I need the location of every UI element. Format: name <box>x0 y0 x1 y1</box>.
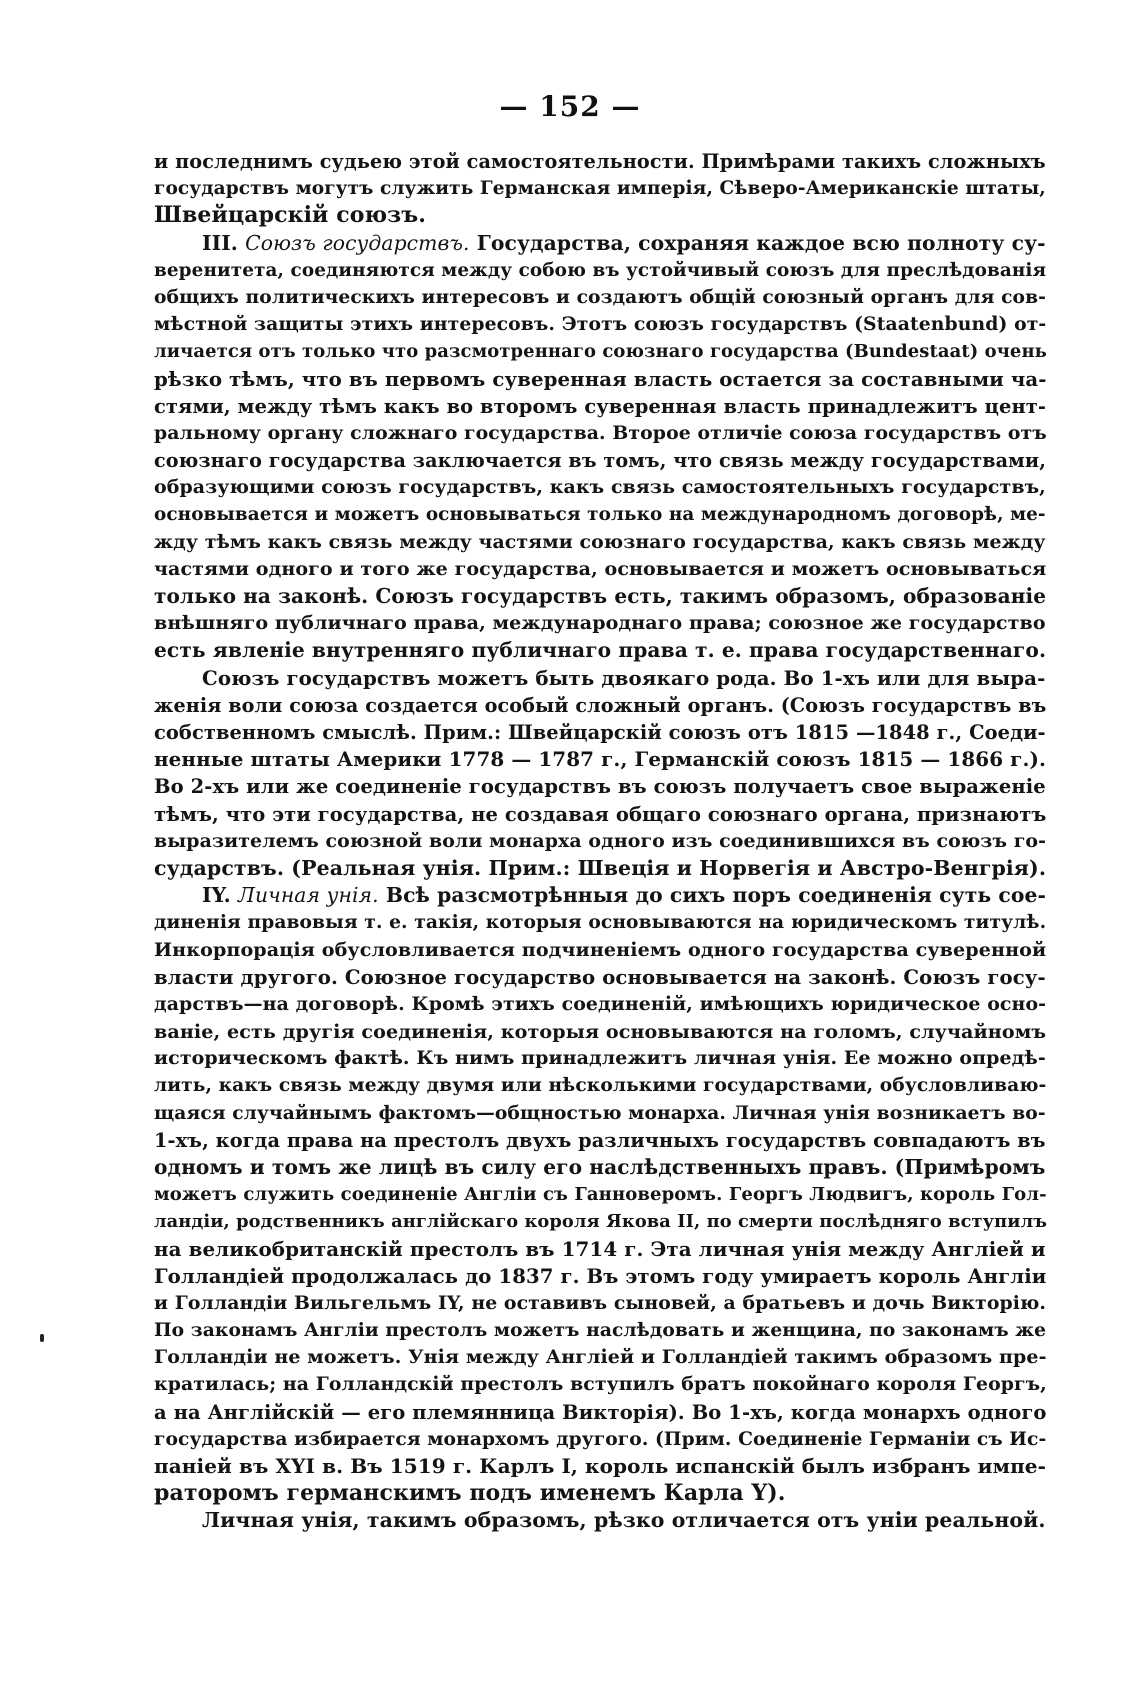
text-line: и последнимъ судьею этой самостоятельности. Примѣрами такихъ сложныхъ <box>154 150 1046 173</box>
text-line: частями одного и того же государства, основывается и можетъ основываться <box>154 557 1047 580</box>
text-line: Голландіей продолжалась до 1837 г. Въ этомъ году умираетъ король Англіи <box>154 1264 1047 1288</box>
text-line: щаяся случайнымъ фактомъ—общностью монарха. Личная унія возникаетъ во- <box>154 1101 1046 1124</box>
text-line: ландіи, родственникъ англійскаго короля Якова II, по смерти послѣдняго вступилъ <box>154 1211 1047 1233</box>
section-union-of-states <box>154 230 1047 665</box>
text-line: Союзъ государствъ можетъ быть двоякаго рода. Во 1-хъ или для выра- <box>202 665 1046 690</box>
text-line: государствъ могутъ служить Германская имперія, Сѣверо-Американскіе штаты, <box>154 178 1046 200</box>
text-line: По законамъ Англіи престолъ можетъ наслѣдовать и женщина, по законамъ же <box>154 1320 1047 1342</box>
text-line: жду тѣмъ какъ связь между частями союзнаго государства, какъ связь между <box>154 530 1046 553</box>
text-line: женія воли союза создается особый сложный органъ. (Союзъ государствъ въ <box>154 693 1047 717</box>
text-line: союзнаго государства заключается въ томъ, что связь между государствами, <box>154 449 1046 473</box>
text-line: общихъ политическихъ интересовъ и создаютъ общій союзный органъ для сов- <box>154 285 1046 308</box>
text-line: историческомъ фактѣ. Къ нимъ принадлежитъ личная унія. Ее можно опредѣ- <box>154 1047 1046 1070</box>
text-line: Личная унія, такимъ образомъ, рѣзко отличается отъ уніи реальной. <box>202 1508 1046 1533</box>
text-line: власти другого. Союзное государство основывается на законѣ. Союзъ госу- <box>154 965 1046 989</box>
text-line: Швейцарскій союзъ. <box>154 202 427 229</box>
text-line: собственномъ смыслѣ. Прим.: Швейцарскій союзъ отъ 1815 —1848 г., Соеди- <box>154 720 1046 744</box>
text-line: паніей въ XYI в. Въ 1519 г. Карлъ I, король испанскій былъ избранъ импе- <box>154 1454 1047 1478</box>
text-line: а на Англійскій — его племянница Викторія). Во 1-хъ, когда монархъ одного <box>154 1400 1047 1424</box>
text-line: и Голландіи Вильгельмъ IY, не оставивъ сыновей, а братьевъ и дочь Викторію. <box>154 1291 1047 1314</box>
text-line: веренитета, соединяются между собою въ устойчивый союзъ для преслѣдованія <box>154 259 1047 281</box>
text-line: мѣстной защиты этихъ интересовъ. Этотъ союзъ государствъ (Staatenbund) от- <box>154 313 1047 336</box>
text-fragment: Государства, сохраняя каждое всю полноту су- <box>476 230 1046 255</box>
text-line: одномъ и томъ же лицѣ въ силу его наслѣдственныхъ правъ. (Примѣромъ <box>154 1154 1046 1179</box>
text-line: Во 2-хъ или же соединеніе государствъ въ союзъ получаетъ свое выраженіе <box>154 775 1046 799</box>
text-line: основывается и можетъ основываться только на международномъ договорѣ, ме- <box>154 504 1046 526</box>
text-line: сударствъ. (Реальная унія. Прим.: Швеція и Норвегія и Австро-Венгрія). <box>154 855 1047 880</box>
section-personal-union <box>154 882 1047 1507</box>
section-title: Личная унія. <box>237 883 379 908</box>
paragraph-closing <box>154 1507 1044 1534</box>
section-number: III. <box>202 230 238 255</box>
text-line: рѣзко тѣмъ, что въ первомъ суверенная власть остается за составными ча- <box>154 366 1047 391</box>
section-title: Союзъ государствъ. <box>245 230 470 255</box>
text-line: можетъ служить соединеніе Англіи съ Ганноверомъ. Георгъ Людвигъ, король Гол- <box>154 1184 1047 1206</box>
paragraph-two-kinds <box>154 665 1047 883</box>
text-line: внѣшняго публичнаго права, международнаго права; союзное же государство <box>154 612 1046 635</box>
body-text <box>154 148 1047 1535</box>
text-line: тѣмъ, что эти государства, не создавая общаго союзнаго органа, признаютъ <box>154 802 1047 826</box>
text-line: 1-хъ, когда права на престолъ двухъ различныхъ государствъ совпадаютъ въ <box>154 1128 1046 1152</box>
text-line: лить, какъ связь между двумя или нѣсколькими государствами, обусловливаю- <box>154 1075 1047 1097</box>
text-line: государства избирается монархомъ другого. (Прим. Соединеніе Германіи съ Ис- <box>154 1427 1047 1450</box>
text-fragment: Всѣ разсмотрѣнныя до сихъ поръ соединенія суть сое- <box>385 883 1047 908</box>
text-line: стями, между тѣмъ какъ во второмъ суверенная власть принадлежитъ цент- <box>154 394 1047 418</box>
text-line: ваніе, есть другія соединенія, которыя основываются на голомъ, случайномъ <box>154 1020 1047 1043</box>
text-line: ральному органу сложнаго государства. Второе отличіе союза государствъ отъ <box>154 421 1047 444</box>
text-line: раторомъ германскимъ подъ именемъ Карла Y). <box>154 1480 786 1507</box>
text-line: образующими союзъ государствъ, какъ связь самостоятельныхъ государствъ, <box>154 476 1046 499</box>
text-line: Инкорпорація обусловливается подчиненіемъ одного государства суверенной <box>154 938 1047 962</box>
text-line: кратилась; на Голландскій престолъ вступилъ братъ покойнаго короля Георгъ, <box>154 1373 1047 1396</box>
text-line: есть явленіе внутренняго публичнаго права т. е. права государственнаго. <box>154 638 1047 663</box>
margin-speck <box>40 1334 44 1342</box>
text-line <box>154 230 1044 257</box>
paragraph-continuation <box>154 148 1044 230</box>
text-line: диненія правовыя т. е. такія, которыя основываются на юридическомъ титулѣ. <box>154 911 1047 934</box>
text-line: личается отъ только что разсмотреннаго союзнаго государства (Bundestaat) очень <box>154 341 1047 363</box>
text-line: на великобританскій престолъ въ 1714 г. Эта личная унія между Англіей и <box>154 1236 1046 1261</box>
text-line: Голландіи не можетъ. Унія между Англіей и Голландіей такимъ образомъ пре- <box>154 1346 1047 1369</box>
text-line <box>154 882 1047 909</box>
section-number: IY. <box>202 883 231 908</box>
text-line: ненные штаты Америки 1778 — 1787 г., Германскій союзъ 1815 — 1866 г.). <box>154 747 1047 772</box>
text-line: выразителемъ союзной воли монарха одного изъ соединившихся въ союзъ го- <box>154 829 1047 852</box>
text-line: дарствъ—на договорѣ. Кромѣ этихъ соединеній, имѣющихъ юридическое осно- <box>154 992 1047 1015</box>
page-number: — 152 — <box>499 90 641 123</box>
text-line: только на законѣ. Союзъ государствъ есть, такимъ образомъ, образованіе <box>154 584 1047 608</box>
